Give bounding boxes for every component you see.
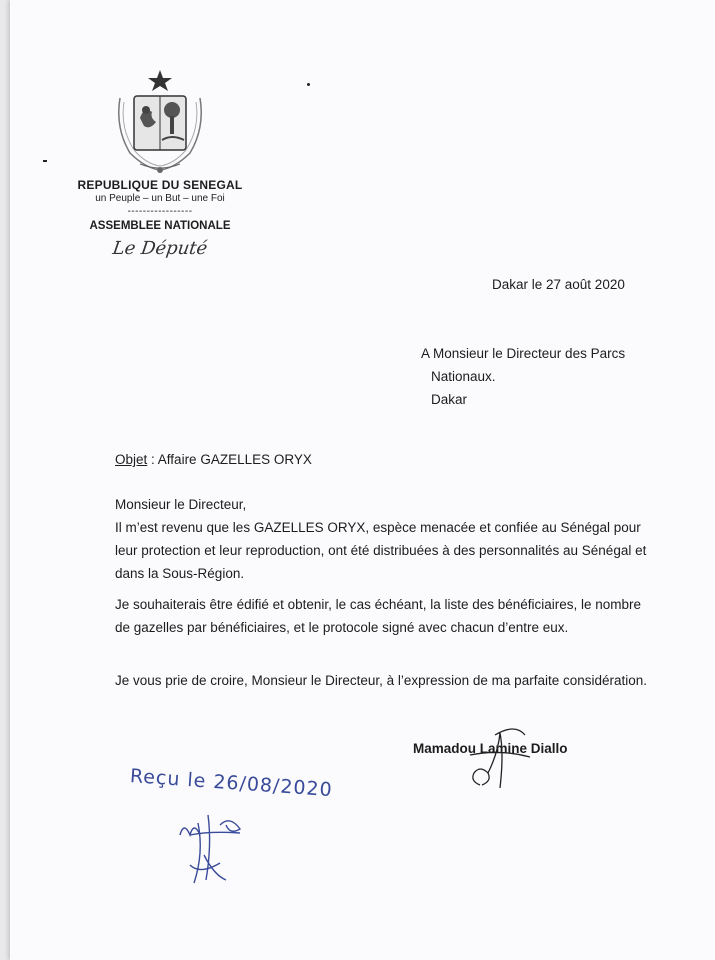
signature-icon [440, 715, 540, 795]
speck [307, 83, 310, 86]
speck [43, 160, 47, 162]
receipt-note: Reçu le 26/08/2020 [129, 765, 334, 802]
national-motto: un Peuple – un But – une Foi [95, 193, 225, 204]
subject-separator: : [147, 452, 158, 467]
subject-label: Objet [115, 452, 148, 467]
receipt-initials-icon [160, 805, 260, 890]
subject-line [115, 452, 312, 467]
closing-paragraph: Je vous prie de croire, Monsieur le Directeur, à l’expression de ma parfaite considération. [115, 673, 648, 688]
letter-page [10, 0, 715, 960]
paragraph: Je souhaiterais être édifié et obtenir, le cas échéant, la liste des bénéficiaires, le nombre de gazelles par bénéficiaires, et le protocole signé avec chacun d’entre eux. [115, 597, 642, 635]
institution-name: ASSEMBLEE NATIONALE [89, 220, 231, 232]
office-title: Le Député [111, 238, 209, 259]
country-heading: REPUBLIQUE DU SENEGAL [77, 178, 243, 192]
recipient-line: Dakar [431, 392, 468, 407]
paragraph: Il m’est revenu que les GAZELLES ORYX, espèce menacée et confiée au Sénégal pour leur protection et leur reproduction, ont été distribuées à des personnalités au Sénégal et dans la Sous-Région. [115, 520, 647, 581]
header-separator: ----------------- [127, 206, 193, 217]
recipient-block [421, 342, 625, 411]
subject-text: Affaire GAZELLES ORYX [157, 452, 312, 467]
signatory-name: Mamadou Lamine Diallo [413, 741, 568, 756]
letter-body-first [115, 493, 650, 585]
recipient-line: A Monsieur le Directeur des Parcs [421, 346, 626, 361]
date-line: Dakar le 27 août 2020 [492, 277, 625, 292]
recipient-line: Nationaux. [431, 369, 496, 384]
salutation: Monsieur le Directeur, [115, 497, 247, 512]
senegal-coat-of-arms-icon [110, 68, 210, 178]
